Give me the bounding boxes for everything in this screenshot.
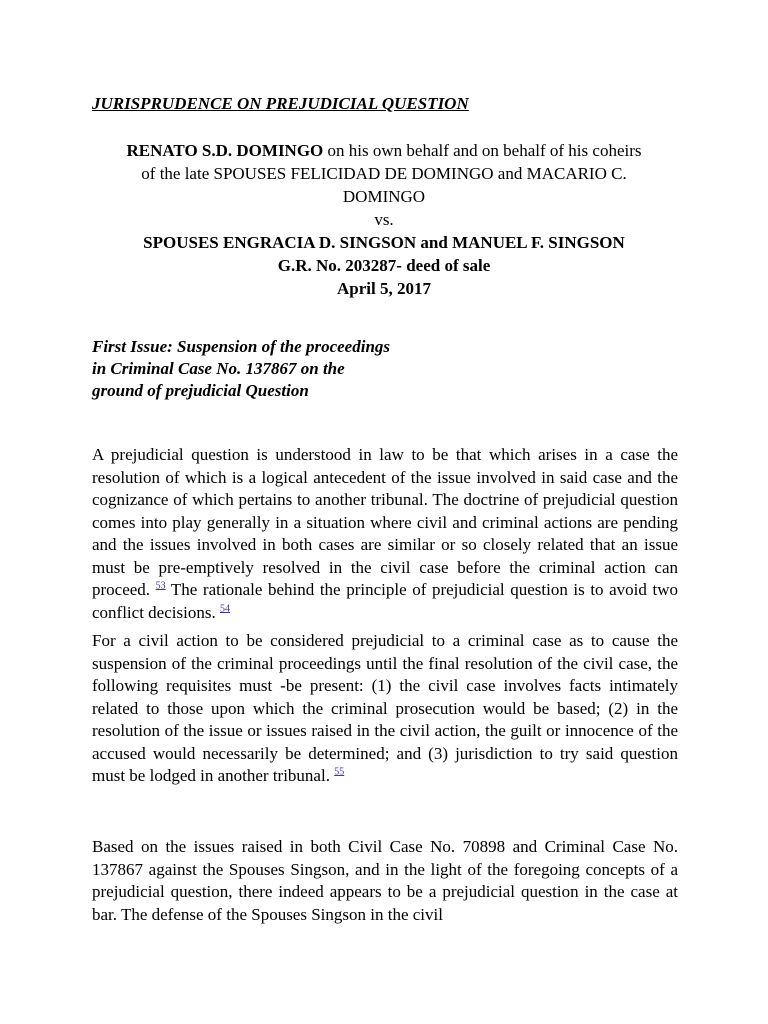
petitioner-line bbox=[0, 139, 768, 162]
decision-date: April 5, 2017 bbox=[337, 279, 431, 298]
versus-label: vs. bbox=[374, 210, 394, 229]
gr-number: G.R. No. 203287- deed of sale bbox=[277, 256, 491, 275]
paragraph-text: A prejudicial question is understood in law to be that which arises in a case the resolution of which is a logical antecedent of the issue involved in said case and the cognizance of which pertains to another tribunal. The doctrine of prejudicial question comes into play generally in a situation where civil and criminal actions are pending and the issues involved in both cases are similar or so closely related that an issue must be pre-emptively resolved in the civil case before the criminal action can proceed. bbox=[92, 445, 678, 599]
paragraph-prejudicial-question-definition bbox=[92, 444, 678, 624]
case-caption bbox=[0, 139, 768, 300]
respondents-line: SPOUSES ENGRACIA D. SINGSON and MANUEL F. SINGSON bbox=[143, 233, 625, 252]
document-title: JURISPRUDENCE ON PREJUDICIAL QUESTION bbox=[92, 94, 469, 113]
petitioner-description: on his own behalf and on behalf of his coheirs bbox=[323, 141, 642, 160]
petitioner-description-line-2: of the late SPOUSES FELICIDAD DE DOMINGO and MACARIO C. bbox=[141, 164, 627, 183]
paragraph-text: For a civil action to be considered prejudicial to a criminal case as to cause the suspension of the criminal proceedings until the final resolution of the civil case, the following requisites must -be present: (1) the civil case involves facts intimately related to those upon which the criminal prosecution would be based; (2) in the resolution of the issue or issues raised in the civil action, the guilt or innocence of the accused would necessarily be determined; and (3) jurisdiction to try said question must be lodged in another tribunal. bbox=[92, 631, 678, 785]
paragraph-requisites bbox=[92, 630, 678, 788]
footnote-link-54[interactable]: 54 bbox=[219, 602, 230, 614]
footnote-link-53[interactable]: 53 bbox=[155, 580, 166, 592]
paragraph-text: The rationale behind the principle of prejudicial question is to avoid two conflict decisions. bbox=[92, 580, 678, 622]
petitioner-description-line-3: DOMINGO bbox=[342, 187, 426, 206]
paragraph-application: Based on the issues raised in both Civil Case No. 70898 and Criminal Case No. 137867 against the Spouses Singson, and in the light of the foregoing concepts of a prejudicial question, there indeed appears to be a prejudicial question in the case at bar. The defense of the Spouses Singson in the civil bbox=[92, 837, 678, 924]
petitioner-name: RENATO S.D. DOMINGO bbox=[126, 141, 324, 160]
footnote-link-55[interactable]: 55 bbox=[334, 766, 345, 778]
issue-heading: First Issue: Suspension of the proceedings in Criminal Case No. 137867 on the ground of prejudicial Question bbox=[92, 337, 391, 400]
